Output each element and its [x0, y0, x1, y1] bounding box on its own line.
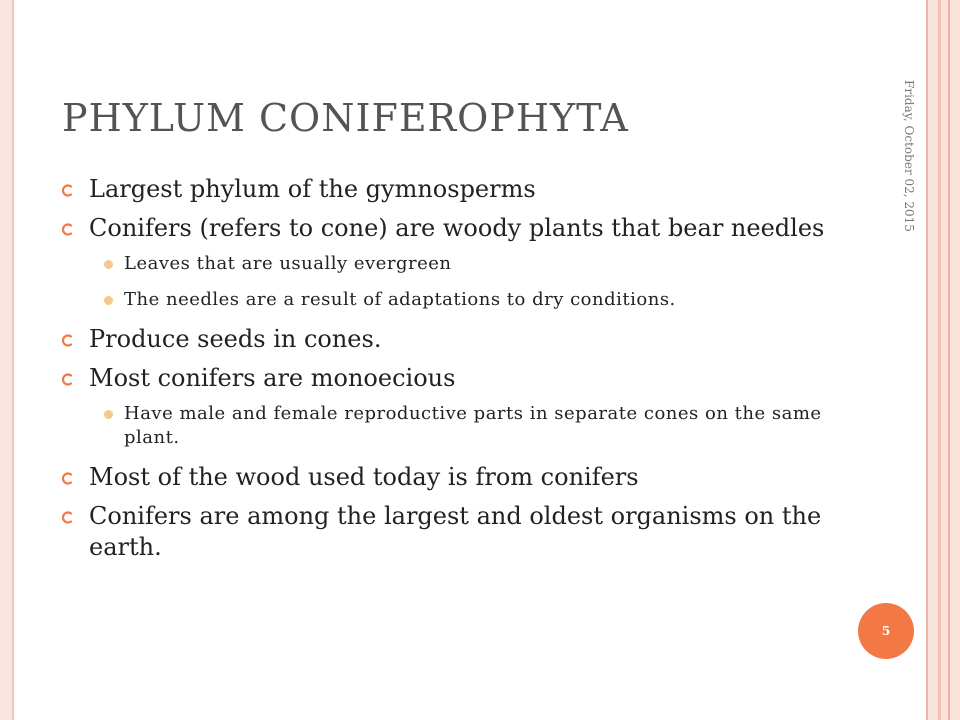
list-item — [60, 363, 850, 394]
bullet-icon — [60, 223, 73, 236]
left-decorative-stripe — [0, 0, 12, 720]
list-item — [60, 324, 850, 355]
page-number-badge: 5 — [858, 603, 914, 659]
list-item-text: Largest phylum of the gymnosperms — [89, 175, 536, 203]
list-item-text: Most of the wood used today is from conifers — [89, 463, 639, 491]
right-decorative-line — [926, 0, 928, 720]
list-item-text: Most conifers are monoecious — [89, 364, 456, 392]
bullet-icon — [60, 511, 73, 524]
list-item — [60, 213, 850, 244]
sub-bullet-icon — [104, 260, 113, 269]
slide-title: PHYLUM CONIFEROPHYTA — [62, 96, 629, 140]
right-decorative-line — [938, 0, 941, 720]
bullet-icon — [60, 184, 73, 197]
list-item — [60, 462, 850, 493]
list-item — [60, 174, 850, 205]
bullet-icon — [60, 472, 73, 485]
slide-date: Friday, October 02, 2015 — [902, 80, 916, 232]
sub-list-item — [60, 252, 850, 276]
list-item-text: Conifers are among the largest and oldest organisms on the earth. — [89, 502, 822, 561]
list-item-text: Produce seeds in cones. — [89, 325, 382, 353]
sub-list-item-text: Leaves that are usually evergreen — [124, 253, 452, 274]
bullet-list — [60, 174, 850, 571]
right-decorative-line — [948, 0, 950, 720]
sub-list-item-text: The needles are a result of adaptations to dry conditions. — [124, 289, 676, 310]
right-decorative-band — [928, 0, 960, 720]
sub-list-item — [60, 402, 850, 450]
bullet-icon — [60, 334, 73, 347]
list-item-text: Conifers (refers to cone) are woody plants that bear needles — [89, 214, 825, 242]
sub-bullet-icon — [104, 296, 113, 305]
sub-list-item — [60, 288, 850, 312]
left-decorative-line — [12, 0, 14, 720]
bullet-icon — [60, 373, 73, 386]
sub-list-item-text: Have male and female reproductive parts in separate cones on the same plant. — [124, 403, 822, 448]
sub-bullet-icon — [104, 410, 113, 419]
list-item — [60, 501, 850, 563]
